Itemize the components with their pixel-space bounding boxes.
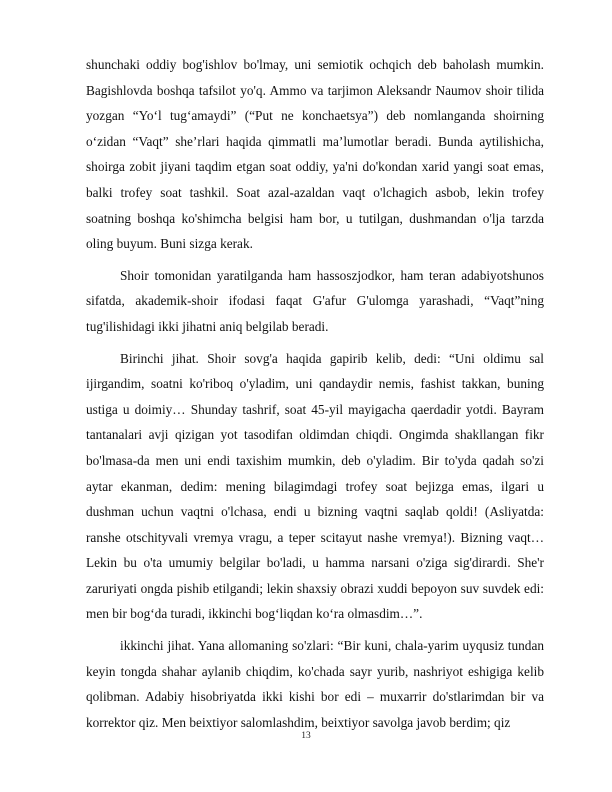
paragraph-3: Birinchi jihat. Shoir sovg'a haqida gapirib kelib, dedi: “Uni oldimu sal ijirgandim, soatni ko'riboq o'yladim, uni qandaydir nemis, fashist takkan, buning ustiga u doimiy… Shunday tashrif, soat 45-yil mayigacha qaerdadir yotdi. Bayram tantanalari avji qizigan yot tasodifan oldimdan chiqdi. Ongimda shakllangan fikr bo'lmasa-da men uni endi taxishim mumkin, deb o'yladim. Bir to'yda qadah so'zi aytar ekanman, dedim: mening bilagimdagi trofey soat bejizga emas, ilgari u dushman uchun vaqtni o'lchasa, endi u bizning vaqtni saqlab qoldi! (Asliyatda: ranshe otschityvali vremya vragu, a teper scitayut nashe vremya!). Bizning vaqt… Lekin bu o'ta umumiy belgilar bo'ladi, u hamma narsani o'ziga sig'dirardi. She'r zaruriyati ongda pishib etilgandi; lekin shaxsiy obrazi xuddi bepoyon suv suvdek edi: men bir bog‘da turadi, ikkinchi bog‘liqdan ko‘ra olmasdim…”. <box>86 350 544 622</box>
paragraph-1: shunchaki oddiy bog'ishlov bo'lmay, uni semiotik ochqich deb baholash mumkin. Bagishlovda boshqa tafsilot yo'q. Ammo va tarjimon Aleksandr Naumov shoir tilida yozgan “Yo‘l tug‘amaydi” (“Put ne konchaetsya”) deb nomlanganda shoirning o‘zidan “Vaqt” she’rlari haqida qimmatli ma’lumotlar beradi. Bunda aytilishicha, shoirga zobit jiyani taqdim etgan soat oddiy, ya'ni do'kondan xarid yangi soat emas, balki trofey soat tashkil. Soat azal-azaldan vaqt o'lchagich asbob, lekin trofey soatning boshqa ko'shimcha belgisi ham bor, u tutilgan, dushmandan o'lja tarzda oling buyum. Buni sizga kerak. <box>86 57 544 252</box>
paragraph-2: Shoir tomonidan yaratilganda ham hassoszjodkor, ham teran adabiyotshunos sifatda, akademik-shoir ifodasi faqat G'afur G'ulomga yarashadi, “Vaqt”ning tug'ilishidagi ikki jihatni aniq belgilab beradi. <box>86 267 544 334</box>
document-body <box>86 52 544 741</box>
paragraph-4: ikkinchi jihat. Yana allomaning so'zlari: “Bir kuni, chala-yarim uyqusiz tundan keyin tongda shahar aylanib chiqdim, ko'chada sayr yurib, nashriyot eshigiga kelib qolibman. Adabiy hisobriyatda ikki kishi bor edi – muxarrir do'stlarimdan bir va korrektor qiz. Men beixtiyor salomlashdim, beixtiyor savolga javob berdim; qiz <box>86 638 544 730</box>
page-number: 13 <box>301 731 311 741</box>
